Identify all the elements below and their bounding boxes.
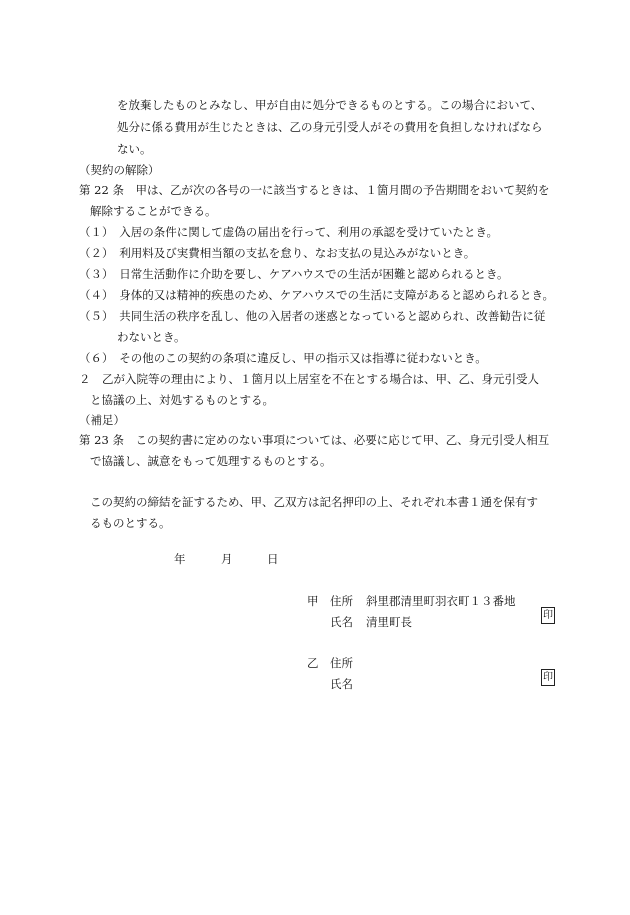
continuation-line-3: ない。 [117, 142, 152, 156]
date-year: 年 [174, 552, 186, 566]
article-22-item-4: （４） 身体的又は精神的疾患のため、ケアハウスでの生活に支障があると認められるとき。 [79, 288, 555, 302]
article-22-para-2-line-1: ２ 乙が入院等の理由により、１箇月以上居室を不在とする場合は、甲、乙、身元引受人 [79, 372, 539, 386]
article-22-item-1: （１） 入居の条件に関して虚偽の届出を行って、利用の承認を受けていたとき。 [79, 225, 499, 239]
article-23-line-2: で協議し、誠意をもって処理するものとする。 [90, 454, 332, 468]
article-22-item-2: （２） 利用料及び実費相当額の支払を怠り、なお支払の見込みがないとき。 [79, 246, 476, 260]
party-b-address-label: 住所 [330, 656, 353, 670]
continuation-line-1: を放棄したものとみなし、甲が自由に処分できるものとする。この場合において、 [117, 98, 543, 112]
date-day: 日 [267, 552, 279, 566]
article-23-line-1: 第 23 条 この契約書に定めのない事項については、必要に応じて甲、乙、身元引受人相互 [79, 433, 550, 447]
party-a-address-label: 住所 [330, 594, 353, 608]
party-a-address: 斜里郡清里町羽衣町１３番地 [366, 594, 516, 608]
party-b-seal-mark: 印 [541, 669, 555, 686]
party-a-name: 清里町長 [366, 615, 412, 629]
article-22-item-5: （５） 共同生活の秩序を乱し、他の入居者の迷惑となっていると認められ、改善勧告に従 [79, 309, 546, 323]
continuation-line-2: 処分に係る費用が生じたときは、乙の身元引受人がその費用を負担しなければなら [117, 120, 543, 134]
article-22-item-6: （６） その他のこの契約の条項に違反し、甲の指示又は指導に従わないとき。 [79, 351, 487, 365]
article-22-para-2-line-2: と協議の上、対処するものとする。 [90, 393, 274, 407]
article-22-line-2: 解除することができる。 [90, 204, 217, 218]
party-a-name-label: 氏名 [330, 615, 353, 629]
article-22-line-1: 第 22 条 甲は、乙が次の各号の一に該当するときは、１箇月間の予告期間をおいて契約を [79, 183, 550, 197]
party-a-label: 甲 [307, 594, 319, 608]
article-22-heading: （契約の解除） [79, 163, 160, 177]
party-b-name-label: 氏名 [330, 677, 353, 691]
closing-line-1: この契約の締結を証するため、甲、乙双方は記名押印の上、それぞれ本書１通を保有す [90, 495, 539, 509]
article-22-item-3: （３） 日常生活動作に介助を要し、ケアハウスでの生活が困難と認められるとき。 [79, 267, 509, 281]
article-23-heading: （補足） [79, 413, 125, 427]
closing-line-2: るものとする。 [90, 516, 171, 530]
date-month: 月 [221, 552, 233, 566]
article-22-item-5-cont: わないとき。 [117, 330, 186, 344]
party-a-seal-mark: 印 [541, 607, 555, 624]
party-b-label: 乙 [307, 656, 319, 670]
